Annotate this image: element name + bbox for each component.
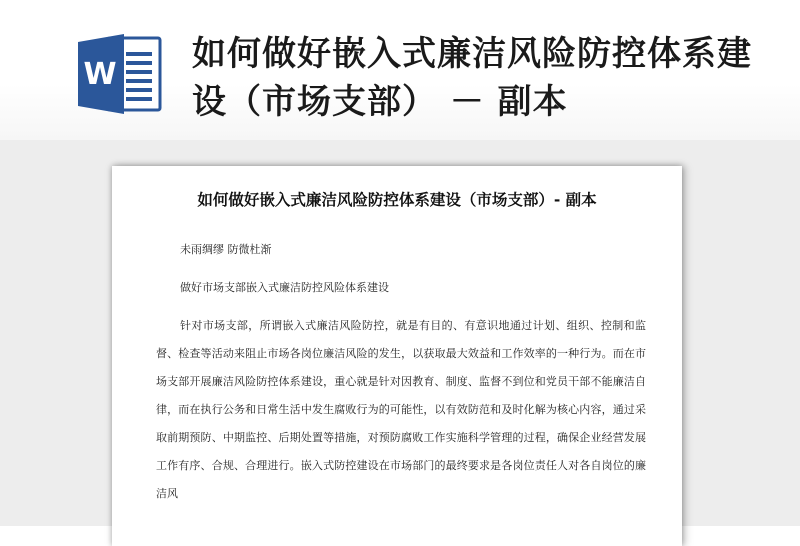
banner	[0, 0, 800, 140]
paragraph-body: 针对市场支部，所谓嵌入式廉洁风险防控，就是有目的、有意识地通过计划、组织、控制和监督、检查等活动来阻止市场各岗位廉洁风险的发生，以获取最大效益和工作效率的一种行为。而在市场支部开展廉洁风险防控体系建设，重心就是针对因教育、制度、监督不到位和党员干部不能廉洁自律，而在执行公务和日常生活中发生腐败行为的可能性，以有效防范和及时化解为核心内容，通过采取前期预防、中期监控、后期处置等措施，对预防腐败工作实施科学管理的过程，确保企业经营发展工作有序、合规、合理进行。嵌入式防控建设在市场部门的最终要求是各岗位责任人对各自岗位的廉洁风	[156, 319, 646, 500]
word-document-icon	[78, 32, 164, 116]
paragraph-subtitle: 未雨绸缪 防微杜渐	[180, 243, 272, 256]
paragraph-heading: 做好市场支部嵌入式廉洁防控风险体系建设	[180, 281, 389, 294]
document-title: 如何做好嵌入式廉洁风险防控体系建设（市场支部）- 副本	[197, 191, 597, 209]
word-icon-letter: W	[83, 57, 117, 92]
document-page	[112, 166, 682, 546]
banner-title: 如何做好嵌入式廉洁风险防控体系建设（市场支部） － 副本	[192, 34, 752, 122]
